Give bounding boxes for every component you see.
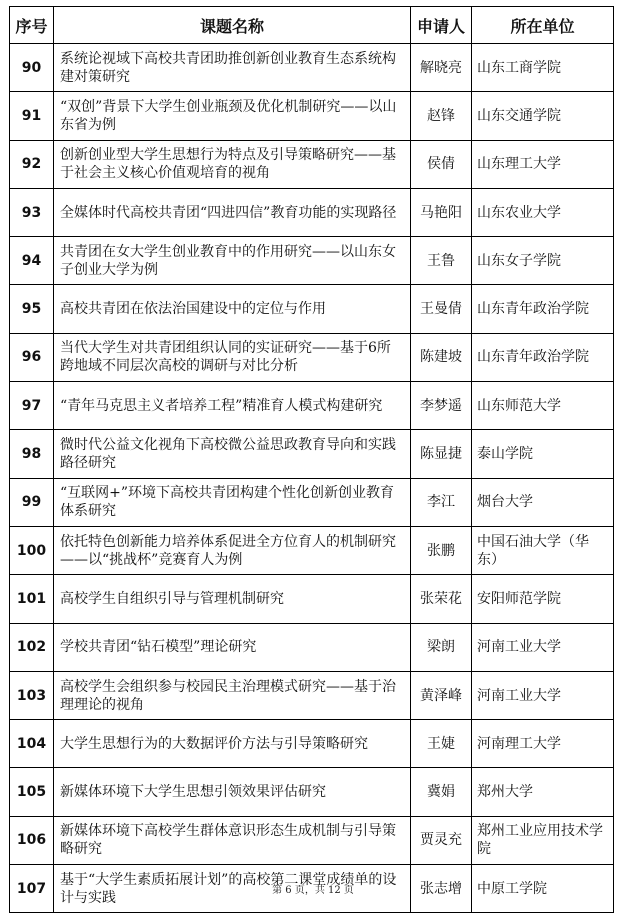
row-no: 106 [10,816,54,864]
row-no: 92 [10,140,54,188]
row-title: 全媒体时代高校共青团“四进四信”教育功能的实现路径 [54,188,411,236]
row-org: 中国石油大学（华东） [472,526,614,574]
row-applicant: 梁朗 [411,623,472,671]
row-no: 95 [10,285,54,333]
row-org: 山东女子学院 [472,237,614,285]
row-title: 当代大学生对共青团组织认同的实证研究——基于6所跨地域不同层次高校的调研与对比分析 [54,333,411,381]
row-no: 90 [10,44,54,92]
row-no: 94 [10,237,54,285]
row-no: 91 [10,92,54,140]
table-row [10,92,614,140]
row-applicant: 赵锋 [411,92,472,140]
row-no: 105 [10,768,54,816]
row-applicant: 马艳阳 [411,188,472,236]
row-title: 系统论视域下高校共青团助推创新创业教育生态系统构建对策研究 [54,44,411,92]
row-title: 依托特色创新能力培养体系促进全方位育人的机制研究——以“挑战杯”竞赛育人为例 [54,526,411,574]
table-row [10,333,614,381]
row-org: 河南工业大学 [472,671,614,719]
row-org: 郑州大学 [472,768,614,816]
row-applicant: 解晓亮 [411,44,472,92]
header-org: 所在单位 [472,7,614,44]
table-row [10,720,614,768]
table-row [10,44,614,92]
project-list-table-wrapper [9,6,613,913]
row-no: 101 [10,575,54,623]
row-org: 河南工业大学 [472,623,614,671]
row-org: 安阳师范学院 [472,575,614,623]
row-title: 新媒体环境下大学生思想引领效果评估研究 [54,768,411,816]
row-no: 97 [10,382,54,430]
table-row [10,623,614,671]
row-org: 烟台大学 [472,478,614,526]
table-row [10,526,614,574]
row-title: “青年马克思主义者培养工程”精准育人模式构建研究 [54,382,411,430]
row-org: 山东青年政治学院 [472,285,614,333]
row-applicant: 王鲁 [411,237,472,285]
table-row [10,671,614,719]
row-applicant: 李梦遥 [411,382,472,430]
row-no: 96 [10,333,54,381]
header-applicant: 申请人 [411,7,472,44]
row-title: 共青团在女大学生创业教育中的作用研究——以山东女子创业大学为例 [54,237,411,285]
header-no: 序号 [10,7,54,44]
row-org: 河南理工大学 [472,720,614,768]
row-title: 基于“大学生素质拓展计划”的高校第二课堂成绩单的设计与实践 [54,865,411,913]
project-list-table [9,6,614,913]
table-row [10,575,614,623]
page-number-footer: 第 6 页，共 12 页 [272,885,354,896]
row-applicant: 冀娟 [411,768,472,816]
row-applicant: 王曼倩 [411,285,472,333]
row-no: 107 [10,865,54,913]
row-title: 学校共青团“钻石模型”理论研究 [54,623,411,671]
row-org: 山东师范大学 [472,382,614,430]
row-no: 103 [10,671,54,719]
table-header-row [10,7,614,44]
row-applicant: 侯倩 [411,140,472,188]
table-row [10,188,614,236]
row-org: 山东青年政治学院 [472,333,614,381]
row-no: 102 [10,623,54,671]
table-row [10,430,614,478]
row-no: 99 [10,478,54,526]
table-row [10,285,614,333]
row-applicant: 贾灵充 [411,816,472,864]
header-title: 课题名称 [54,7,411,44]
row-applicant: 张荣花 [411,575,472,623]
row-title: 创新创业型大学生思想行为特点及引导策略研究——基于社会主义核心价值观培育的视角 [54,140,411,188]
row-org: 山东工商学院 [472,44,614,92]
row-applicant: 李江 [411,478,472,526]
row-org: 郑州工业应用技术学院 [472,816,614,864]
table-row [10,768,614,816]
row-org: 中原工学院 [472,865,614,913]
table-row [10,478,614,526]
row-title: 高校学生自组织引导与管理机制研究 [54,575,411,623]
row-org: 山东理工大学 [472,140,614,188]
row-org: 泰山学院 [472,430,614,478]
row-no: 98 [10,430,54,478]
table-row [10,140,614,188]
row-title: “双创”背景下大学生创业瓶颈及优化机制研究——以山东省为例 [54,92,411,140]
row-applicant: 陈建坡 [411,333,472,381]
row-applicant: 黄泽峰 [411,671,472,719]
row-title: 新媒体环境下高校学生群体意识形态生成机制与引导策略研究 [54,816,411,864]
row-applicant: 王婕 [411,720,472,768]
row-no: 100 [10,526,54,574]
row-title: 高校学生会组织参与校园民主治理模式研究——基于治理理论的视角 [54,671,411,719]
table-row [10,816,614,864]
row-no: 104 [10,720,54,768]
row-applicant: 张志增 [411,865,472,913]
row-org: 山东交通学院 [472,92,614,140]
table-row [10,237,614,285]
row-title: “互联网+”环境下高校共青团构建个性化创新创业教育体系研究 [54,478,411,526]
row-applicant: 陈显捷 [411,430,472,478]
table-row [10,382,614,430]
row-no: 93 [10,188,54,236]
row-title: 大学生思想行为的大数据评价方法与引导策略研究 [54,720,411,768]
row-title: 微时代公益文化视角下高校微公益思政教育导向和实践路径研究 [54,430,411,478]
row-title: 高校共青团在依法治国建设中的定位与作用 [54,285,411,333]
row-applicant: 张鹏 [411,526,472,574]
row-org: 山东农业大学 [472,188,614,236]
